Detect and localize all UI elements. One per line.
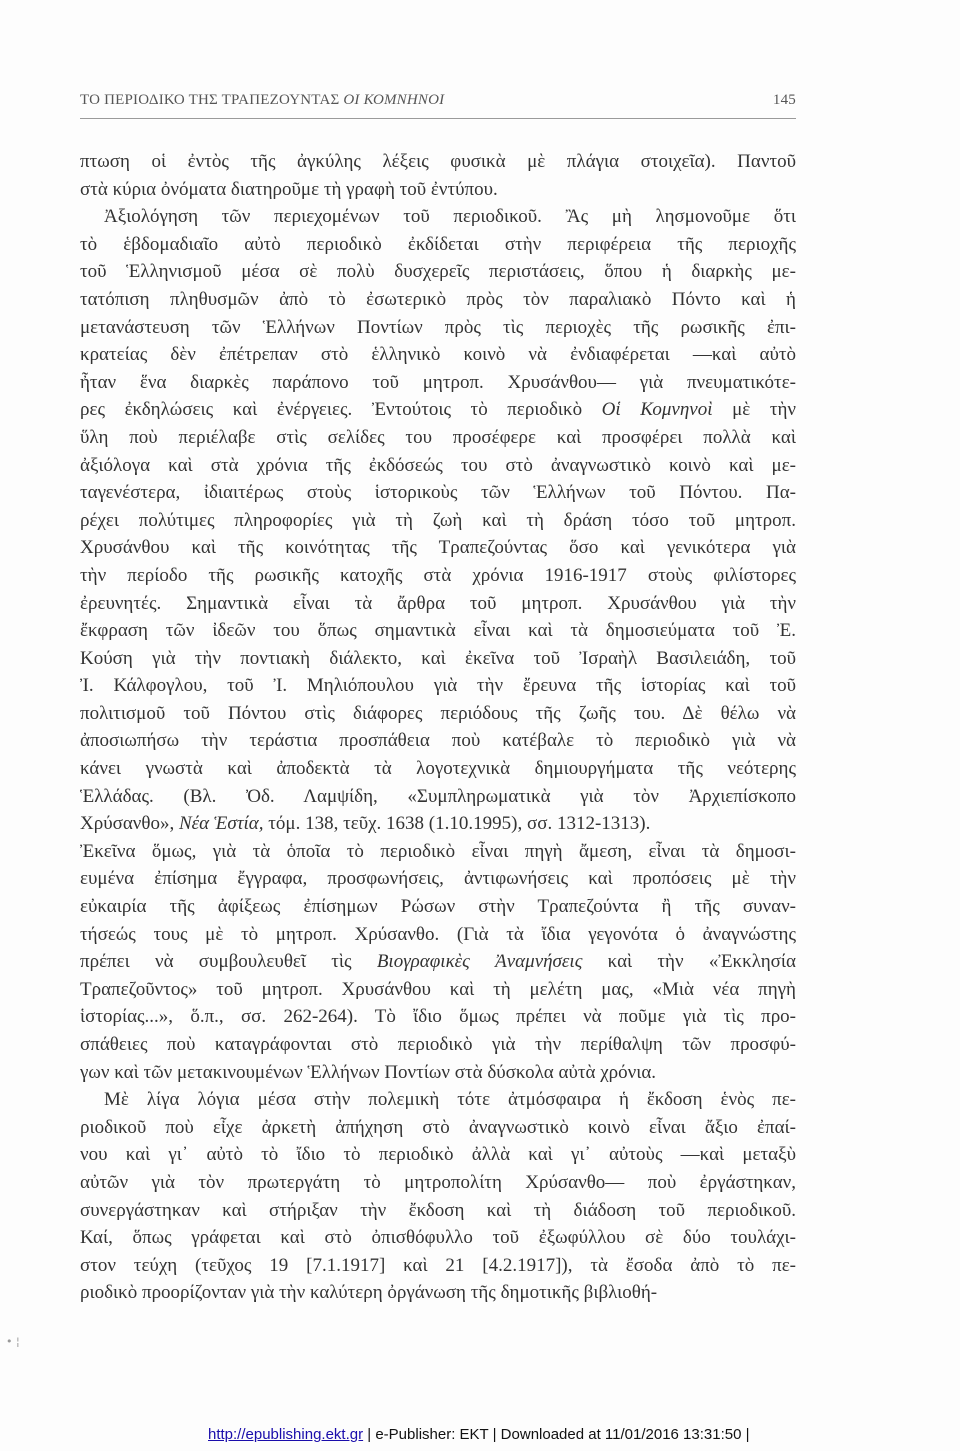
text-line: αὐτῶν γιὰ τὸν πρωτεργάτη τὸ μητροπολίτη Χρύσανθο— ποὺ ἐργάστηκαν, (80, 1171, 796, 1193)
text-line: Μὲ λίγα λόγια μέσα στὴν πολεμικὴ τότε ἀτμόσφαιρα ἡ ἔκδοση ἑνὸς πε- (104, 1089, 796, 1111)
text-line: ἦταν ἕνα διαρκὲς παράπονο τοῦ μητροπ. Χρυσάνθου— γιὰ πνευματικότε- (80, 371, 796, 393)
text-line: ριοδικοῦ ποὺ εἶχε ἀρκετὴ ἀπήχηση στὸ ἀναγνωστικὸ κοινὸ εἶναι ἄξιο ἐπαί- (80, 1116, 796, 1138)
text-segment: τόμ. 138, τεῦχ. 1638 (1.10.1995), σσ. 1312-1313). (263, 813, 651, 835)
footer-info: | e-Publisher: EKT | Downloaded at 11/01/2016 13:31:50 | (363, 1426, 750, 1443)
text-line: γων καὶ τῶν μετακινουμένων Ἑλλήνων Ποντίων στὰ δύσκολα αὐτὰ χρόνια. (80, 1061, 657, 1083)
header-rule (80, 118, 796, 119)
italic-title: Οἱ Κομνηνοὶ (601, 399, 713, 421)
text-line: Ἀξιολόγηση τῶν περιεχομένων τοῦ περιοδικοῦ. Ἂς μὴ λησμονοῦμε ὅτι (104, 206, 796, 228)
text-line: ριοδικὸ προορίζονταν γιὰ τὴν καλύτερη ὀργάνωση τῆς δημοτικῆς βιβλιοθή- (80, 1282, 658, 1304)
text-line: Ἐκεῖνα ὅμως, γιὰ τὰ ὁποῖα τὸ περιοδικὸ εἶναι πηγὴ ἄμεση, εἶναι τὰ δημοσι- (80, 840, 796, 862)
text-line: Καί, ὅπως γράφεται καὶ στὸ ὀπισθόφυλλο τοῦ ἐξωφύλλου σὲ δύο τουλάχι- (80, 1227, 796, 1249)
text-line: συνεργάστηκαν καὶ στήριξαν τὴν ἔκδοση καὶ τὴ διάδοση τοῦ περιοδικοῦ. (80, 1199, 796, 1221)
text-line (80, 921, 796, 949)
text-line: μετανάστευση τῶν Ἑλλήνων Ποντίων πρὸς τὶς περιοχὲς τῆς ρωσικῆς ἐπι- (80, 316, 796, 338)
text-segment: μὲ τὴν (712, 399, 796, 421)
text-line: τὸ ἑβδομαδιαῖο αὐτὸ περιοδικὸ ἐκδίδεται στὴν περιφέρεια τῆς περιοχῆς (80, 233, 796, 255)
text-line: τὴν περίοδο τῆς ρωσικῆς κατοχῆς στὰ χρόνια 1916-1917 στοὺς φιλίστορες (80, 564, 796, 586)
text-line: πτωση οἱ ἐντὸς τῆς ἀγκύλης λέξεις φυσικὰ μὲ πλάγια στοιχεῖα). Παντοῦ (80, 151, 796, 172)
text-line: ρέχει πολύτιμες πληροφορίες γιὰ τὴ ζωὴ καὶ τὴ δράση τόσο τοῦ μητροπ. (80, 509, 796, 531)
text-segment: καὶ τὴν «Ἐκκλησία (582, 951, 796, 973)
text-segment: Χρύσανθο», (80, 813, 179, 835)
text-line: τοῦ Ἑλληνισμοῦ μέσα σὲ πολὺ δυσχερεῖς περιστάσεις, ὅπου ἡ διαρκὴς με- (80, 261, 796, 283)
text-line: κάνει γνωστὰ καὶ ἀποδεκτὰ τὰ λογοτεχνικὰ δημιουργήματα τῆς νεότερης (80, 758, 796, 780)
text-line: Κούση γιὰ τὴν ποντιακὴ διάλεκτο, καὶ ἐκεῖνα τοῦ Ἰσραὴλ Βασιλειάδη, τοῦ (80, 647, 796, 669)
text-line: ἀποσιωπήσω τὴν τεράστια προσπάθεια ποὺ κατέβαλε τὸ περιοδικὸ γιὰ νὰ (80, 730, 796, 752)
text-line: ἔκφραση τῶν ἰδεῶν του ὅπως σημαντικὰ εἶναι καὶ τὰ δημοσιεύματα τοῦ Ἐ. (80, 620, 796, 642)
text-line: ἀξιόλογα καὶ στὰ χρόνια τῆς ἐκδόσεώς του στὸ ἀναγνωστικὸ κοινὸ καὶ με- (80, 454, 796, 476)
italic-title: Βιογραφικὲς Ἀναμνήσεις (376, 951, 583, 973)
text-line: πολιτισμοῦ τοῦ Πόντου στὶς διάφορες περιόδους τῆς ζωῆς του. Δὲ θέλω νὰ (80, 702, 796, 724)
text-line: ἱστορίας...», ὅ.π., σσ. 262-264). Τὸ ἴδιο ὅμως πρέπει νὰ ποῦμε γιὰ τὶς προ- (80, 1006, 796, 1028)
text-line (80, 810, 796, 838)
text-segment: πρέπει νὰ συμβουλευθεῖ τὶς (80, 951, 377, 973)
page-number: 145 (772, 92, 796, 108)
text-segment: ρες ἐκδηλώσεις καὶ ἐνέργειες. Ἐντούτοις τὸ περιοδικὸ (80, 399, 602, 421)
running-head (80, 92, 796, 114)
text-line: ευμένα ἐπίσημα ἔγγραφα, προσφωνήσεις, ἀντιφωνήσεις καὶ προπόσεις μὲ τὴν (80, 868, 796, 890)
text-line: κρατείας δὲν ἐπέτρεπαν στὸ ἑλληνικὸ κοινὸ νὰ ἐνδιαφέρεται —καὶ αὐτὸ (80, 344, 796, 366)
text-segment: τήσεώς τους μὲ τὸ μητροπ. Χρύσανθο. (Γιὰ τὰ ἴδια γεγονότα ὁ ἀναγνώστης (80, 923, 796, 945)
text-line: σπάθειες ποὺ καταγράφονται στὸ περιοδικὸ γιὰ τὴν περίθαλψη τῶν προσφύ- (80, 1034, 796, 1055)
text-line: νου καὶ γι᾽ αὐτὸ τὸ ἴδιο τὸ περιοδικὸ ἀλλὰ καὶ γι᾽ αὐτοὺς —καὶ μεταξὺ (80, 1144, 796, 1166)
text-line: εὐκαιρία τῆς ἀφίξεως ἐπίσημων Ρώσων στὴν Τραπεζούντα ἢ τῆς συναν- (80, 896, 796, 918)
text-line: ταγενέστερα, ἰδιαιτέρως στοὺς ἱστορικοὺς τῶν Ἑλλήνων τοῦ Πόντου. Πα- (80, 482, 796, 504)
text-line: Ἑλλάδας. (Βλ. Ὀδ. Λαμψίδη, «Συμπληρωματικὰ γιὰ τὸν Ἀρχιεπίσκοπο (80, 785, 796, 807)
text-line: τατόπιση πληθυσμῶν ἀπὸ τὸ ἐσωτερικὸ πρὸς τὸν παραλιακὸ Πόντο καὶ ἡ (80, 288, 796, 310)
text-line (80, 948, 796, 976)
text-line: ἐρευνητές. Σημαντικὰ εἶναι τὰ ἄρθρα τοῦ μητροπ. Χρυσάνθου γιὰ τὴν (80, 592, 796, 614)
text-line: Ἰ. Κάλφογλου, τοῦ Ἰ. Μηλιόπουλου γιὰ τὴν ἔρευνα τῆς ἱστορίας καὶ τοῦ (80, 675, 796, 697)
text-line (80, 396, 796, 424)
margin-mark: • ¦ (6, 1335, 20, 1348)
italic-title: Νέα Ἑστία, (179, 813, 264, 835)
text-line: Χρυσάνθου καὶ τῆς κοινότητας τῆς Τραπεζούντας ὅσο καὶ γενικότερα γιὰ (80, 537, 796, 559)
journal-title: ΤΟ ΠΕΡΙΟΔΙΚΟ ΤΗΣ ΤΡΑΠΕΖΟΥΝΤΑΣ ΟΙ ΚΟΜΝΗΝΟΙ (80, 92, 445, 108)
text-line: στον τεύχη (τεῦχος 19 [7.1.1917] καὶ 21 [4.2.1917]), τὰ ἔσοδα ἀπὸ τὸ πε- (80, 1254, 796, 1276)
text-line: Τραπεζοῦντος» τοῦ μητροπ. Χρυσάνθου καὶ τὴ μελέτη μας, «Μιὰ νέα πηγὴ (80, 978, 796, 1000)
body-text (80, 148, 796, 1307)
text-line: στὰ κύρια ὀνόματα διατηροῦμε τὴ γραφὴ τοῦ ἐντύπου. (80, 178, 498, 200)
download-footer (208, 1426, 768, 1446)
epublishing-link[interactable]: http://epublishing.ekt.gr (208, 1426, 364, 1443)
journal-title-italic: ΟΙ ΚΟΜΝΗΝΟΙ (343, 92, 445, 108)
text-line: ὕλη ποὺ περιέλαβε στὶς σελίδες του προσέφερε καὶ προσφέρει πολλὰ καὶ (80, 426, 796, 448)
